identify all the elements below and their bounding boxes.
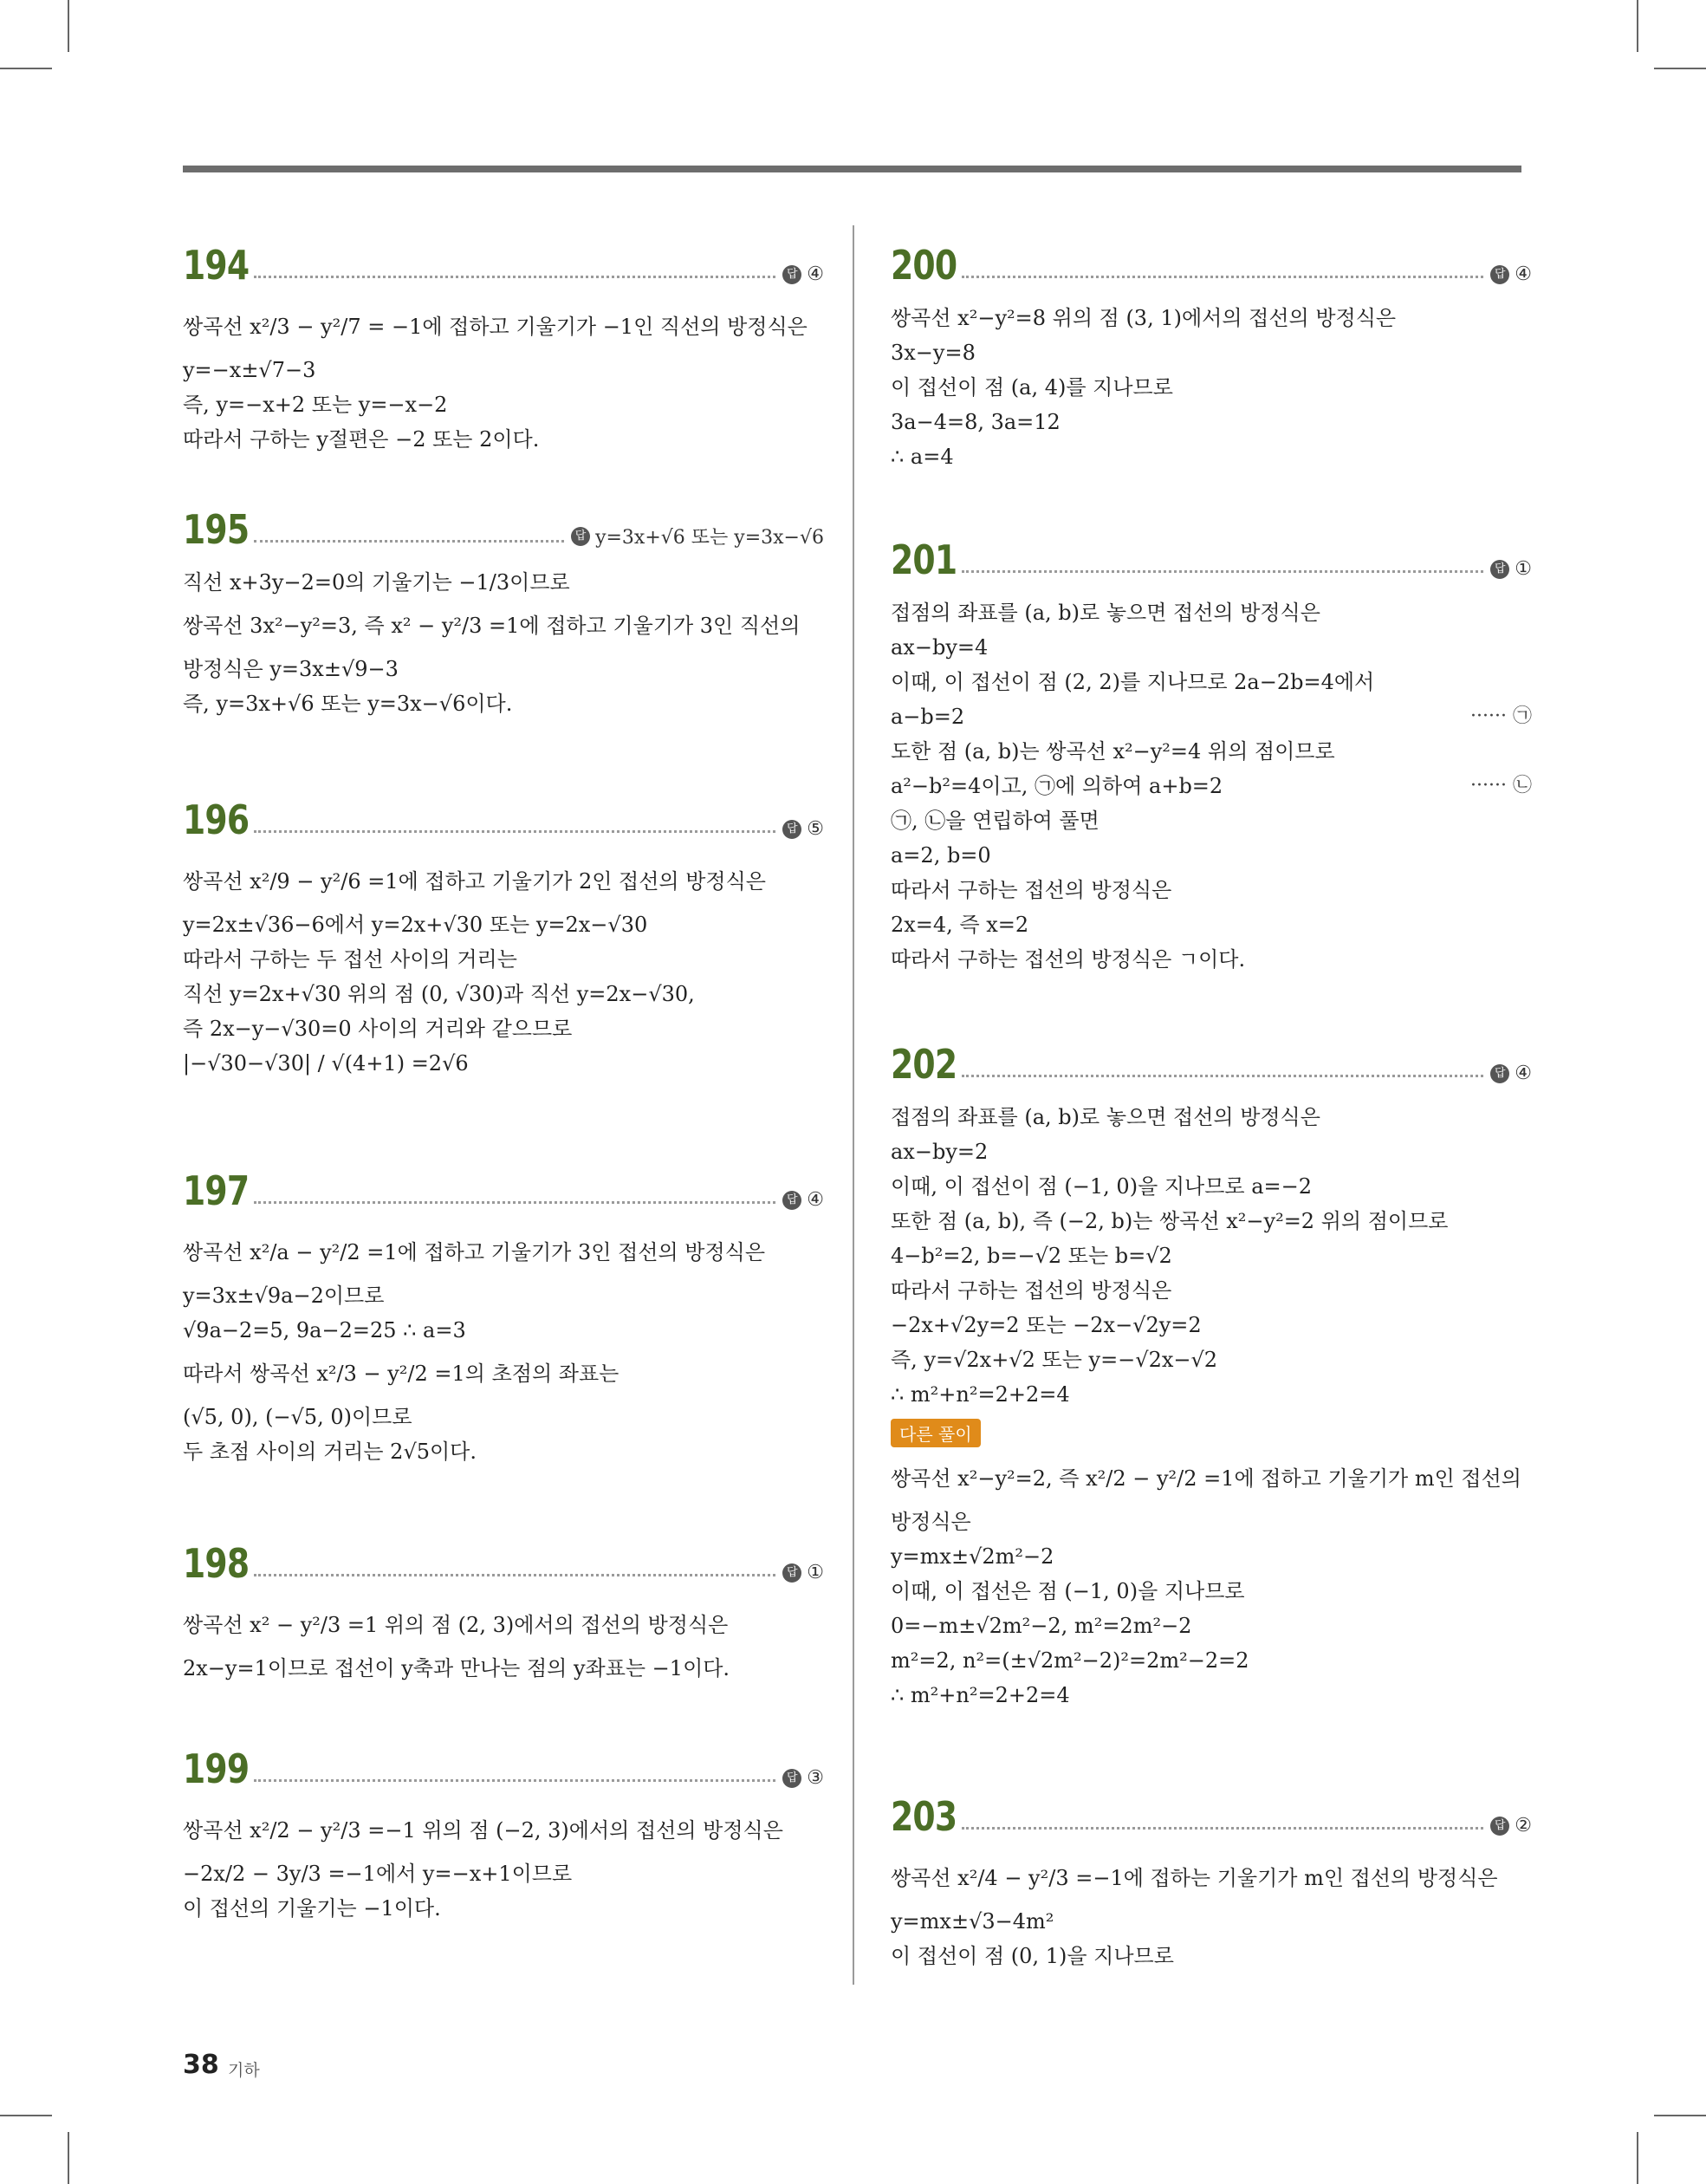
problem-header bbox=[183, 494, 824, 553]
solution-text: ax−by=4 bbox=[891, 635, 989, 660]
solution-line bbox=[891, 1643, 1532, 1678]
solution-text: 또한 점 (a, b), 즉 (−2, b)는 쌍곡선 x²−y²=2 위의 점이므로 bbox=[891, 1209, 1449, 1233]
solution-text: 쌍곡선 x²/a − y²/2 =1에 접하고 기울기가 3인 접선의 방정식은 bbox=[183, 1240, 765, 1264]
solution-text: 0=−m±√2m²−2, m²=2m²−2 bbox=[891, 1614, 1192, 1638]
problem-header bbox=[891, 1029, 1532, 1088]
problem-block bbox=[183, 1733, 824, 1926]
solution-line bbox=[891, 769, 1532, 803]
answer-text: ① bbox=[807, 1562, 824, 1583]
solution-line bbox=[891, 838, 1532, 873]
solution-text: −2x/2 − 3y/3 =−1에서 y=−x+1이므로 bbox=[183, 1862, 573, 1886]
solution-text: ∴ m²+n²=2+2=4 bbox=[891, 1683, 1070, 1707]
solution-line bbox=[891, 1308, 1532, 1342]
column-divider bbox=[853, 225, 854, 1985]
solution-line bbox=[891, 1342, 1532, 1377]
answer-text: ④ bbox=[1515, 1063, 1532, 1084]
equation-mark: ······ ㉠ bbox=[1470, 705, 1532, 727]
solution-line bbox=[183, 1891, 824, 1926]
solution-line bbox=[891, 1539, 1532, 1574]
solution-text: 쌍곡선 3x²−y²=3, 즉 x² − y²/3 =1에 접하고 기울기가 3인 직선의 bbox=[183, 614, 801, 638]
solution-text: −2x+√2y=2 또는 −2x−√2y=2 bbox=[891, 1313, 1202, 1337]
solution-text: y=−x±√7−3 bbox=[183, 358, 316, 382]
solution-text: 도한 점 (a, b)는 쌍곡선 x²−y²=4 위의 점이므로 bbox=[891, 739, 1335, 764]
solution-text: 따라서 구하는 접선의 방정식은 bbox=[891, 878, 1172, 902]
solution-line bbox=[183, 1651, 824, 1686]
problem-header bbox=[183, 1528, 824, 1587]
solution-text: 두 초점 사이의 거리는 2√5이다. bbox=[183, 1440, 477, 1464]
problem-block bbox=[891, 230, 1532, 474]
leader-dots bbox=[254, 540, 564, 543]
header-rule bbox=[183, 166, 1521, 172]
solution-text: 접점의 좌표를 (a, b)로 놓으면 접선의 방정식은 bbox=[891, 601, 1320, 625]
solution-line bbox=[891, 1904, 1532, 1939]
answer-text: ④ bbox=[807, 1189, 824, 1211]
solution-text: y=mx±√3−4m² bbox=[891, 1909, 1054, 1934]
answer bbox=[782, 263, 824, 285]
solution-line bbox=[183, 301, 824, 353]
solution-line bbox=[183, 387, 824, 422]
leader-dots bbox=[254, 276, 775, 278]
solution-text: 방정식은 bbox=[891, 1510, 971, 1534]
solution-line bbox=[183, 855, 824, 907]
problem-number: 203 bbox=[891, 1793, 957, 1840]
solution-text: 따라서 구하는 접선의 방정식은 bbox=[891, 1278, 1172, 1303]
solution-line bbox=[891, 1609, 1532, 1643]
solution-text: 접점의 좌표를 (a, b)로 놓으면 접선의 방정식은 bbox=[891, 1105, 1320, 1129]
solution-line bbox=[891, 1453, 1532, 1505]
solution-text: ax−by=2 bbox=[891, 1140, 989, 1164]
answer bbox=[782, 1767, 824, 1789]
problem-number: 200 bbox=[891, 242, 957, 289]
problem-block bbox=[891, 1029, 1532, 1713]
solution-text: 3x−y=8 bbox=[891, 341, 976, 365]
problem-header bbox=[183, 784, 824, 843]
solution-line bbox=[891, 1238, 1532, 1273]
problem-block bbox=[183, 784, 824, 1081]
solution-text: 즉, y=−x+2 또는 y=−x−2 bbox=[183, 393, 448, 417]
crop-mark bbox=[0, 68, 52, 69]
leader-dots bbox=[962, 570, 1483, 573]
solution-line bbox=[891, 907, 1532, 942]
leader-dots bbox=[254, 1201, 775, 1204]
problem-header bbox=[183, 230, 824, 289]
answer bbox=[571, 523, 824, 549]
solution bbox=[891, 1100, 1532, 1713]
answer bbox=[782, 818, 824, 840]
solution-text: 쌍곡선 x²/3 − y²/7 = −1에 접하고 기울기가 −1인 직선의 방정식은 bbox=[183, 315, 808, 339]
problem-block bbox=[183, 1528, 824, 1686]
solution-text: ㉠, ㉡을 연립하여 풀면 bbox=[891, 809, 1099, 833]
problem-header bbox=[891, 524, 1532, 583]
solution-line bbox=[183, 977, 824, 1011]
crop-mark bbox=[1637, 2132, 1638, 2184]
solution bbox=[183, 855, 824, 1081]
leader-dots bbox=[962, 1075, 1483, 1077]
problem-block bbox=[183, 494, 824, 721]
answer-text: ⑤ bbox=[807, 818, 824, 840]
solution-line bbox=[891, 1852, 1532, 1904]
solution-text: 3a−4=8, 3a=12 bbox=[891, 410, 1061, 434]
answer-icon: 답 bbox=[1490, 1817, 1509, 1836]
solution-text: y=2x±√36−6에서 y=2x+√30 또는 y=2x−√30 bbox=[183, 913, 648, 937]
solution-line bbox=[183, 1804, 824, 1856]
solution-line bbox=[891, 665, 1532, 699]
solution-line bbox=[891, 1939, 1532, 1973]
solution-text: |−√30−√30| / √(4+1) =2√6 bbox=[183, 1051, 469, 1076]
answer-icon: 답 bbox=[782, 820, 801, 839]
solution-text: 따라서 쌍곡선 x²/3 − y²/2 =1의 초점의 좌표는 bbox=[183, 1362, 619, 1386]
problem-number: 199 bbox=[183, 1745, 250, 1792]
solution-text: 2x=4, 즉 x=2 bbox=[891, 913, 1029, 937]
answer bbox=[1490, 558, 1532, 580]
solution-line bbox=[183, 1599, 824, 1651]
problem-header bbox=[891, 230, 1532, 289]
alt-solution-badge: 다른 풀이 bbox=[891, 1419, 981, 1447]
solution-line bbox=[891, 699, 1532, 734]
solution-line bbox=[891, 1204, 1532, 1238]
crop-mark bbox=[68, 0, 69, 52]
solution-text: 이 접선이 점 (a, 4)를 지나므로 bbox=[891, 375, 1173, 400]
solution-text: 쌍곡선 x²−y²=2, 즉 x²/2 − y²/2 =1에 접하고 기울기가 m인 접선의 bbox=[891, 1466, 1521, 1491]
solution-line bbox=[891, 1377, 1532, 1412]
problem-number: 198 bbox=[183, 1540, 250, 1587]
solution-text: 이 접선의 기울기는 −1이다. bbox=[183, 1896, 441, 1921]
problem-number: 196 bbox=[183, 796, 250, 843]
crop-mark bbox=[1637, 0, 1638, 52]
solution-line bbox=[183, 1226, 824, 1278]
problem-block bbox=[183, 230, 824, 457]
solution-text: 2x−y=1이므로 접선이 y축과 만나는 점의 y좌표는 −1이다. bbox=[183, 1656, 730, 1680]
solution-line bbox=[891, 301, 1532, 335]
solution-text: ∴ a=4 bbox=[891, 445, 954, 469]
solution-line bbox=[891, 1100, 1532, 1134]
leader-dots bbox=[254, 1574, 775, 1576]
solution-line bbox=[891, 335, 1532, 370]
solution-line bbox=[891, 1169, 1532, 1204]
solution-line bbox=[183, 565, 824, 600]
problem-number: 194 bbox=[183, 242, 250, 289]
problem-header bbox=[183, 1155, 824, 1214]
solution-line bbox=[891, 405, 1532, 439]
solution-text: a−b=2 bbox=[891, 705, 965, 729]
answer-icon: 답 bbox=[782, 1563, 801, 1583]
solution-line bbox=[183, 1434, 824, 1469]
solution-text: 쌍곡선 x²/2 − y²/3 =−1 위의 점 (−2, 3)에서의 접선의 방정식은 bbox=[183, 1818, 783, 1843]
solution-text: 직선 y=2x+√30 위의 점 (0, √30)과 직선 y=2x−√30, bbox=[183, 982, 695, 1006]
problem-header bbox=[891, 1781, 1532, 1840]
leader-dots bbox=[254, 1779, 775, 1782]
solution-text: 따라서 구하는 두 접선 사이의 거리는 bbox=[183, 947, 517, 972]
solution-text: 즉, y=3x+√6 또는 y=3x−√6이다. bbox=[183, 692, 513, 716]
answer-icon: 답 bbox=[1490, 265, 1509, 284]
answer-icon: 답 bbox=[1490, 560, 1509, 579]
solution-line bbox=[891, 1574, 1532, 1609]
solution-line bbox=[891, 1134, 1532, 1169]
answer-text: ④ bbox=[807, 263, 824, 285]
solution-line bbox=[891, 734, 1532, 769]
solution-text: 쌍곡선 x²/4 − y²/3 =−1에 접하는 기울기가 m인 접선의 방정식은 bbox=[891, 1866, 1498, 1890]
solution-text: 이때, 이 접선이 점 (2, 2)를 지나므로 2a−2b=4에서 bbox=[891, 670, 1375, 694]
solution-text: 이때, 이 접선이 점 (−1, 0)을 지나므로 a=−2 bbox=[891, 1174, 1313, 1199]
solution-text: 따라서 구하는 y절편은 −2 또는 2이다. bbox=[183, 427, 540, 452]
solution-text: 이 접선이 점 (0, 1)을 지나므로 bbox=[891, 1944, 1174, 1968]
solution-line bbox=[891, 1273, 1532, 1308]
solution-text: 4−b²=2, b=−√2 또는 b=√2 bbox=[891, 1244, 1172, 1268]
solution-line bbox=[891, 595, 1532, 630]
answer bbox=[1490, 263, 1532, 285]
solution-text: 쌍곡선 x²/9 − y²/6 =1에 접하고 기울기가 2인 접선의 방정식은 bbox=[183, 869, 766, 894]
solution-text: ∴ m²+n²=2+2=4 bbox=[891, 1382, 1070, 1407]
solution-text: √9a−2=5, 9a−2=25 ∴ a=3 bbox=[183, 1318, 466, 1342]
answer-text: ① bbox=[1515, 558, 1532, 580]
solution-line bbox=[183, 1856, 824, 1891]
solution-text: 쌍곡선 x² − y²/3 =1 위의 점 (2, 3)에서의 접선의 방정식은 bbox=[183, 1613, 729, 1637]
solution-text: 방정식은 y=3x±√9−3 bbox=[183, 657, 399, 681]
leader-dots bbox=[962, 1827, 1483, 1830]
section-label: 기하 bbox=[228, 2061, 260, 2080]
solution-line bbox=[891, 370, 1532, 405]
solution-text: a=2, b=0 bbox=[891, 843, 991, 868]
solution-line bbox=[183, 1011, 824, 1046]
answer-text: ② bbox=[1515, 1815, 1532, 1836]
solution-text: 즉 2x−y−√30=0 사이의 거리와 같으므로 bbox=[183, 1017, 573, 1041]
solution-line bbox=[183, 1348, 824, 1400]
solution-text: 따라서 구하는 접선의 방정식은 ㄱ이다. bbox=[891, 947, 1246, 972]
problem-block bbox=[891, 524, 1532, 977]
solution-line bbox=[891, 803, 1532, 838]
solution-text: a²−b²=4이고, ㉠에 의하여 a+b=2 bbox=[891, 774, 1223, 798]
solution bbox=[891, 595, 1532, 977]
solution-line bbox=[183, 422, 824, 457]
leader-dots bbox=[962, 276, 1483, 278]
solution-text: 이때, 이 접선은 점 (−1, 0)을 지나므로 bbox=[891, 1579, 1245, 1603]
solution-line bbox=[891, 873, 1532, 907]
solution-line bbox=[891, 439, 1532, 474]
solution-line bbox=[183, 353, 824, 387]
solution-line bbox=[183, 686, 824, 721]
leader-dots bbox=[254, 830, 775, 833]
solution bbox=[183, 1804, 824, 1926]
solution-line bbox=[183, 1400, 824, 1434]
crop-mark bbox=[1654, 2115, 1706, 2116]
solution-text: 즉, y=√2x+√2 또는 y=−√2x−√2 bbox=[891, 1348, 1218, 1372]
problem-block bbox=[183, 1155, 824, 1469]
solution-line bbox=[891, 630, 1532, 665]
solution-line bbox=[183, 1278, 824, 1313]
solution bbox=[183, 1226, 824, 1469]
answer-text: ③ bbox=[807, 1767, 824, 1789]
equation-mark: ······ ㉡ bbox=[1470, 775, 1532, 796]
solution-line bbox=[891, 1505, 1532, 1539]
answer-icon: 답 bbox=[571, 527, 590, 546]
answer bbox=[782, 1562, 824, 1583]
problem-number: 202 bbox=[891, 1041, 957, 1088]
solution bbox=[891, 301, 1532, 474]
solution-line bbox=[183, 907, 824, 942]
solution bbox=[891, 1852, 1532, 1973]
answer-icon: 답 bbox=[782, 1191, 801, 1210]
solution-text: (√5, 0), (−√5, 0)이므로 bbox=[183, 1405, 412, 1429]
solution-line bbox=[183, 1046, 824, 1081]
problem-number: 201 bbox=[891, 536, 957, 583]
crop-mark bbox=[1654, 68, 1706, 69]
solution-text: y=3x±√9a−2이므로 bbox=[183, 1284, 385, 1308]
solution bbox=[183, 1599, 824, 1686]
answer-icon: 답 bbox=[1490, 1064, 1509, 1083]
answer-text: y=3x+√6 또는 y=3x−√6 bbox=[595, 527, 824, 549]
answer-icon: 답 bbox=[782, 265, 801, 284]
solution-line bbox=[183, 652, 824, 686]
crop-mark bbox=[0, 2115, 52, 2116]
solution bbox=[183, 565, 824, 721]
crop-mark bbox=[68, 2132, 69, 2184]
solution bbox=[183, 301, 824, 457]
solution-line bbox=[891, 942, 1532, 977]
answer bbox=[1490, 1815, 1532, 1836]
solution-line bbox=[183, 1313, 824, 1348]
answer bbox=[1490, 1063, 1532, 1084]
solution-text: 직선 x+3y−2=0의 기울기는 −1/3이므로 bbox=[183, 570, 570, 595]
solution-line bbox=[183, 942, 824, 977]
problem-block bbox=[891, 1781, 1532, 1973]
page-number: 38 bbox=[183, 2050, 219, 2080]
solution-line bbox=[183, 600, 824, 652]
solution-text: 쌍곡선 x²−y²=8 위의 점 (3, 1)에서의 접선의 방정식은 bbox=[891, 306, 1397, 330]
problem-number: 197 bbox=[183, 1167, 250, 1214]
problem-header bbox=[183, 1733, 824, 1792]
solution-line bbox=[891, 1678, 1532, 1713]
problem-number: 195 bbox=[183, 506, 250, 553]
solution-text: m²=2, n²=(±√2m²−2)²=2m²−2=2 bbox=[891, 1648, 1249, 1673]
answer-text: ④ bbox=[1515, 263, 1532, 285]
answer-icon: 답 bbox=[782, 1769, 801, 1788]
answer bbox=[782, 1189, 824, 1211]
solution-text: y=mx±√2m²−2 bbox=[891, 1544, 1054, 1569]
